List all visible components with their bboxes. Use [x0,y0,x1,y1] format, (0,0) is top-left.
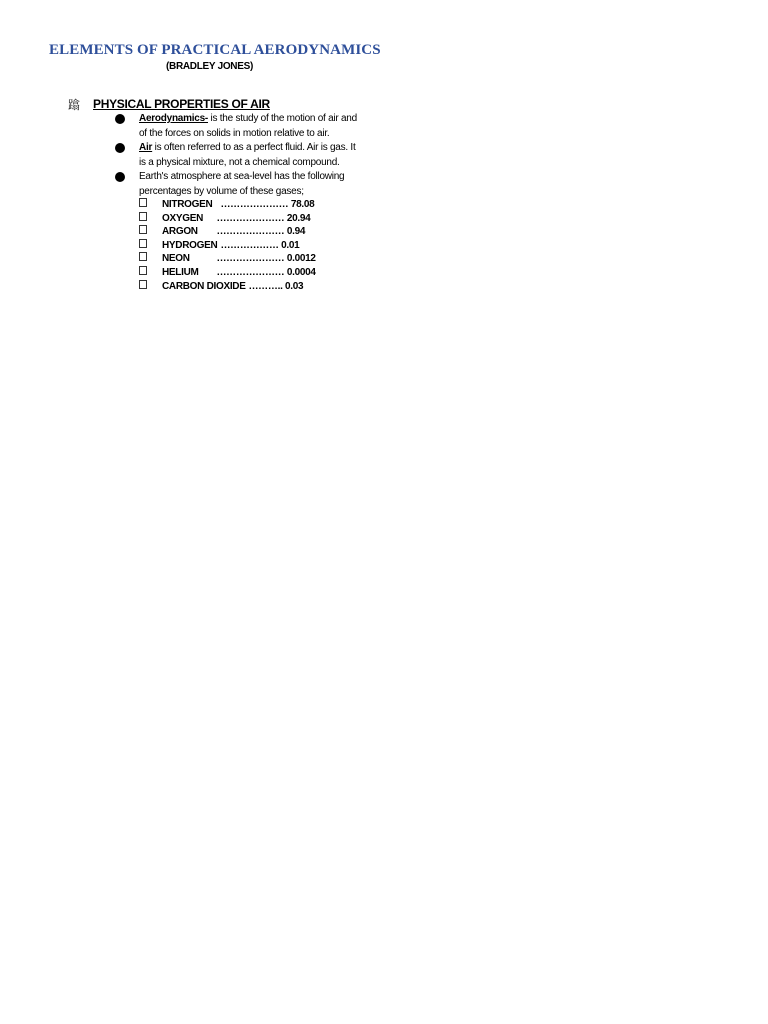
bullet-text: Earth's atmosphere at sea-level has the following percentages by volume of these gases; [139,171,345,197]
gas-percentage: 20.94 [286,212,311,224]
gas-leader-dots: ……….. [248,280,283,292]
checkbox-square-icon [139,252,147,261]
checkbox-square-icon [139,225,147,234]
section-marker-glyph: 蹹 [68,98,81,112]
checkbox-square-icon [139,239,147,248]
gas-name: CARBON DIOXIDE [162,280,246,292]
gas-leader-dots: ………………… [220,199,289,210]
gas-name: NEON [162,253,190,265]
gas-name: OXYGEN [162,212,203,224]
checkbox-square-icon [139,280,147,289]
gas-row [139,212,310,225]
gas-percentage: 0.01 [281,239,300,251]
gas-row [139,252,316,265]
gas-percentage: 0.94 [286,226,306,238]
gas-row [139,239,299,252]
bullet-dot-icon [115,114,125,124]
gas-name: NITROGEN [162,199,213,210]
gas-name: HELIUM [162,267,199,278]
document-title: ELEMENTS OF PRACTICAL AERODYNAMICS [49,42,381,58]
gas-percentage: 0.0012 [286,253,316,265]
gas-leader-dots: ……………… [220,239,279,251]
gas-name: ARGON [162,226,198,238]
bullet-dot-icon [115,172,125,182]
gas-percentage: 0.03 [285,280,304,292]
gas-row [139,266,316,279]
gas-percentage: 78.08 [290,199,315,210]
gas-row [139,225,305,238]
bullet-text: is the study of the motion of air and of the forces on solids in motion relative to air. [139,113,357,139]
bullet-text: is often referred to as a perfect fluid. Air is gas. It is a physical mixture, not a chemical compound. [139,142,356,168]
gas-name: HYDROGEN [162,239,218,251]
bullet-dot-icon [115,143,125,153]
gas-leader-dots: ………………… [216,212,285,224]
bullet-item-air [139,141,364,170]
gas-row [139,198,314,211]
bullet-term: Aerodynamics- [139,113,208,124]
gas-leader-dots: ………………… [216,226,285,238]
gas-leader-dots: ………………… [216,253,285,265]
gas-row [139,280,303,293]
gas-percentage: 0.0004 [286,267,316,278]
bullet-term: Air [139,142,153,153]
checkbox-square-icon [139,212,147,221]
gas-leader-dots: ………………… [216,267,285,278]
section-heading: PHYSICAL PROPERTIES OF AIR [93,97,270,111]
bullet-item-atmosphere [139,170,364,199]
document-author: (BRADLEY JONES) [166,61,253,72]
checkbox-square-icon [139,198,147,207]
bullet-item-aerodynamics [139,112,364,141]
checkbox-square-icon [139,266,147,275]
